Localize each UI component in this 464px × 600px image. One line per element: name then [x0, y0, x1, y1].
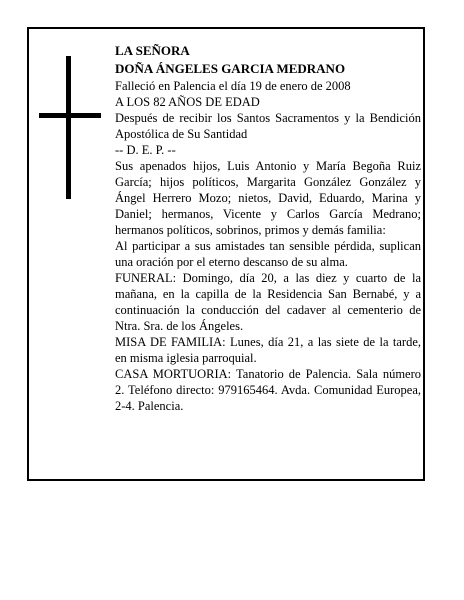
deceased-name: DOÑA ÁNGELES GARCIA MEDRANO	[115, 61, 346, 76]
notice-title-line1: LA SEÑORA	[115, 43, 190, 58]
family-mass-details: MISA DE FAMILIA: Lunes, día 21, a las siete de la tarde, en misma iglesia parroquial.	[115, 335, 421, 365]
funeral-home-details: CASA MORTUORIA: Tanatorio de Palencia. Sala número 2. Teléfono directo: 979165464. Avda. Comunidad Europea, 2-4. Palencia.	[115, 367, 421, 413]
death-date: Falleció en Palencia el día 19 de enero de 2008	[115, 79, 351, 93]
cross-vertical-bar	[66, 56, 71, 199]
obituary-notice	[27, 27, 425, 481]
cross-icon	[39, 56, 101, 199]
age-at-death: A LOS 82 AÑOS DE EDAD	[115, 95, 260, 109]
funeral-details: FUNERAL: Domingo, día 20, a las diez y cuarto de la mañana, en la capilla de la Residencia San Bernabé, y a continuación la conducción del cadaver al cementerio de Ntra. Sra. de los Ángeles.	[115, 271, 421, 333]
cross-horizontal-bar	[39, 113, 101, 118]
family-list: Sus apenados hijos, Luis Antonio y María Begoña Ruiz García; hijos políticos, Margarita González González y Ángel Herrero Mozo; nietos, David, Eduardo, Marina y Daniel; hermanos, Vicente y Carlos García Medrano; hermanos políticos, sobrinos, primos y demás familia:	[115, 159, 421, 237]
notice-text	[115, 42, 421, 414]
sacraments-text: Después de recibir los Santos Sacramentos y la Bendición Apostólica de Su Santidad	[115, 111, 421, 141]
rip-line: -- D. E. P. --	[115, 143, 176, 157]
prayer-request: Al participar a sus amistades tan sensible pérdida, suplican una oración por el eterno descanso de su alma.	[115, 239, 421, 269]
